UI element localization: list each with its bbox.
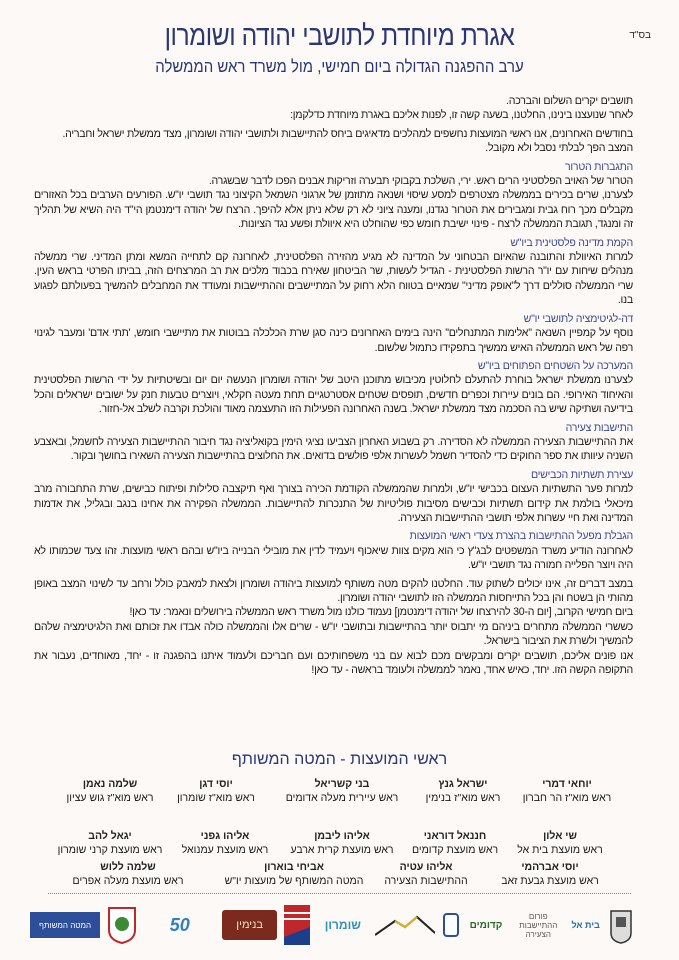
section-paragraph: לצערנו, שרים בכירים בממשלה מצטרפים למסע שיסוי ושנאה מתוזמן של ארגוני השמאל הקיצוני נגד תושבי יו"ש. הפורעים הערבים בכל האזורים מקבלים מכך רוח גבית ומגבירים את הטרור נגדנו, ומענה ציוני לא רק שלא ניתן אלא להיפך. הרצח של יהודה דימנטמן הי"ד היה השיא של תהליך זה ומנגד, תגובת הממשלה לרצח - פינוי ישיבת חומש כפי שהוחלט היא איוולת ופשע נגד הציונות. <box>34 189 633 231</box>
section-heading: דה-לגיטימציה לתושבי יו"ש <box>523 312 633 325</box>
binyamin-logo: בנימין <box>222 910 277 940</box>
section-heading: עצירת תשתיות הכבישים <box>530 468 633 481</box>
shomron-logo: שומרון <box>324 917 361 932</box>
closing-paragraph: אנו פונים אליכם, תושבים יקרים ומבקשים מכם לבוא עם בני משפחותיכם ועם חבריכם ולעמוד איתנו בהפגנה זו - יחד, מאוחדים, נעבור את התקופה הקשה הזו. יחד, כאיש אחד, נאמר לממשלה ולעומד בראשה - עד כאן! <box>34 649 633 677</box>
signer-name: אליהו עטיה <box>399 861 453 873</box>
signer-name: בני קשריאל <box>314 778 370 790</box>
signer-role: ראש מועצת גבעת זאב <box>501 874 599 887</box>
mountains-logo <box>375 907 435 943</box>
signer-name: יוחאי דמרי <box>542 778 592 790</box>
signer-role: ראש מוא"ז שומרון <box>177 791 255 804</box>
page-title: אגרת מיוחדת לתושבי יהודה ושומרון <box>164 20 515 51</box>
signer-role: ראש עיירית מעלה אדומים <box>285 791 399 804</box>
section-heading: התגברות הטרור <box>565 160 633 173</box>
divider <box>48 893 631 894</box>
section-paragraph: את ההתיישבות הצעירה הממשלה לא הסדירה. רק בשבוע האחרון הצביעו נציגי הימין בקואליציה נגד חיבור ההתיישבות הצעירה לחשמל, ובאצבע השניה עיוותו את ספר החוקים כדי להסדיר חשמל לעשרות אלפי פולשים בדואים. את החלוצים בהתיישבות הצעירה השאירו בחושך ובקור. <box>34 435 633 463</box>
signer-name: חננאל דוראני <box>423 830 487 842</box>
signer-name: אליהו גפני <box>200 830 250 842</box>
closing-paragraph: כששרי הממשלה מתחרים ביניהם מי יתבוס יותר בהתיישבות ובתושבי יו"ש - שרים אלו והממשלה כולה אבדו את זכותם ואת הלגיטימציה שלהם להמשיך ולשרת את הציבור בישראל. <box>34 620 633 648</box>
signer-role: ראש מועצת קרני שומרון <box>57 843 163 856</box>
signer-name: ישראל גנץ <box>438 778 488 790</box>
section-paragraph: לצערנו ממשלת ישראל בוחרת להתעלם לחלוטין מכיבוש מתוכנן היטב של יהודה ושומרון הנעשה יום יום ובשיטתיות על ידי הרשות הפלסטינית והאיחוד האירופי. הם בונים עיירות וכפרים חדשים, תופסים שטחים אסטרטגיים תחת מעטה חקלאי, ויוצרים טבעות חנק על ישובים ישראלים והכל בידיעה ושתיקה שיש בה הסכמה מצד ממשלת ישראל. בשנה האחרונה הפעילות הזו התעצמה מאוד והולכת וקרבה לשלב אל-חזור. <box>34 374 633 416</box>
section-heading: התישבות צעירה <box>565 421 633 434</box>
signer-role: ראש מוא"ז גוש עציון <box>66 791 154 804</box>
signer-role: ראש מועצת קדומים <box>411 843 499 856</box>
signature <box>35 778 185 805</box>
young-settlement-forum-logo: פורום ההתיישבות הצעירה <box>519 911 558 939</box>
closing-paragraph: במצב דברים זה, אינו יכולים לשתוק עוד. החלטנו להקים מטה משותף למועצות ביהודה ושומרון ולצאת למאבק כולל ורחב עד לשינוי המצב באופן מהותי הן בשטח והן בכל התייחסות הממשלה הזו לתושבי יהודה ושומרון. <box>34 577 633 604</box>
section-heading: המערכה על השטחים הפתוחים ביו"ש <box>477 359 633 372</box>
page-subtitle: ערב ההפגנה הגדולה ביום חמישי, מול משרד ראש הממשלה <box>155 57 524 76</box>
signer-name: שי אלון <box>543 830 577 842</box>
signer-name: יוסי דגן <box>199 778 233 790</box>
kedumim-logo: קדומים <box>469 919 503 931</box>
signer-name: שלמה ללוש <box>100 861 156 873</box>
greeting: תושבים יקרים השלום והברכה. <box>506 95 633 107</box>
bsd-mark: בס"ד <box>629 30 651 41</box>
signer-role: ההתישבות הצעירה <box>384 874 468 887</box>
signer-role: ראש מועצת קרית ארבע <box>290 843 394 856</box>
section-paragraph: נוסף על קמפיין השנאה "אלימות המתנחלים" הינה בימים האחרונים כינה סגן שרת הכלכלה בבוטות את מתיישבי חומש, 'תתי אדם' ומעבר לגינוי רפה של ראש הממשלה האיש ממשיך בתפקידו כתמול שלשום. <box>34 327 633 354</box>
signer-role: המטה המשותף של מועצות יו"ש <box>224 874 364 887</box>
signature <box>351 861 501 888</box>
section-paragraph: הטרור של האויב הפלסטיני הרים ראש. ירי, השלכת בקבוקי תבערה וזריקות אבנים הפכו לדבר שבשגרה. <box>208 175 633 188</box>
beit-el-logo: בית אל <box>571 919 600 930</box>
signer-name: אליהו ליבמן <box>314 830 370 842</box>
section-paragraph: לאחרונה הודיע משרד המשפטים לבג"ץ כי הוא מקים צוות שיאכוף ויעמיד לדין את מובילי הבנייה ביו"ש ובהם ראשי מועצות. זהו צעד שכמותו לא היה ויוצר הפלייה חמורה נגד תושבי יו"ש. <box>34 544 633 572</box>
kiryat-arba-emblem-logo <box>608 907 634 943</box>
joint-hq-logo: המטה המשותף <box>30 912 100 938</box>
signer-role: ראש מועצת מעלה אפרים <box>72 874 184 887</box>
section-heading: הגבלת מפעל ההתישבות בהצרת צעדי ראשי המועצות <box>409 530 633 543</box>
section-paragraph: למרות פער התשתיות העצום בכבישי יו"ש, ולמרות שהממשלה הקודמת הכירה בצורך ואף תיקצבה סלילות ופיתוח כבישים, שרת התחבורה מרב מיכאלי בולמת את קידום תשתיות וכבישים מסיבות פוליטיות של התנכרות להתיישבות. הממשלה הפקירה את אחינו בנגב ובגליל, את אדמות המדינה ואת חיי עשרות אלפי תושבי ההתיישבות הצעירה. <box>34 483 633 524</box>
signer-name: אביחי בוארון <box>264 861 324 873</box>
closing-paragraph: ביום חמישי הקרוב, [יום ה-30 להירצחו של יהודה דימנטמן] נעמוד כולנו מול משרד ראש הממשלה בירושלים ונאמר: עד כאן! <box>129 606 633 619</box>
signer-name: שלמה נאמן <box>82 778 138 790</box>
intro-line: לאחר שנועצנו בינינו, החלטנו, בשעה קשה זו, לפנות אליכם באגרת מיוחדת כדלקמן: <box>290 109 633 122</box>
signer-name: יגאל להב <box>88 830 132 842</box>
signer-role: ראש מועצת בית אל <box>517 843 603 856</box>
signer-role: ראש מוא"ז הר חברון <box>522 791 612 804</box>
section-paragraph: למרות האיוולת והתובנה שהאיום הבטחוני על המדינה לא מגיע מהזירה הפלסטינית, לאחרונה קם לתחייה המשא ומתן המדיני. שרי ממשלה מנהלים שיחות עם יו"ר הרשות הפלסטינית - הגדיל לעשות, שר הביטחון שאירח בכבוד מלכים את רב המרצחים הזה, בביתו הפרטי בראש העין. שרי הממשלה סוללים דרך ל"אופק מדיני" שמאיים בטווח הלא רחוק על המתיישבים וההתיישבות ומעודד את המחבלים להמשיך בפעולתם לפגוע בנו. <box>34 251 633 307</box>
signature <box>35 830 185 857</box>
har-hevron-shield-logo <box>107 907 137 943</box>
logo-strip <box>30 903 634 947</box>
opening-paragraph: המצב הפך לבלתי נסבל ולא מקובל. <box>485 142 633 155</box>
city-emblem-logo <box>443 907 459 943</box>
section-heading: הקמת מדינה פלסטינית ביו"ש <box>510 236 633 249</box>
signer-name: יוסי אברהמי <box>521 861 579 873</box>
signature <box>219 861 369 888</box>
signer-role: ראש מוא"ז בנימין <box>425 791 501 804</box>
maale-adumim-logo <box>284 907 310 943</box>
signature <box>53 861 203 888</box>
gush-etzion-logo: 50 <box>169 914 190 935</box>
letter-body <box>34 94 633 677</box>
opening-paragraph: בחודשים האחרונים, אנו ראשי המועצות נחשפים למהלכים מדאיגים ביחס להתיישבות ולתושבי יהודה ושומרון, מצד ממשלת ישראל וחבריה. <box>62 127 633 140</box>
signer-role: ראש מועצת עמנואל <box>181 843 269 856</box>
signatures-title: ראשי המועצות - המטה המשותף <box>231 751 448 768</box>
